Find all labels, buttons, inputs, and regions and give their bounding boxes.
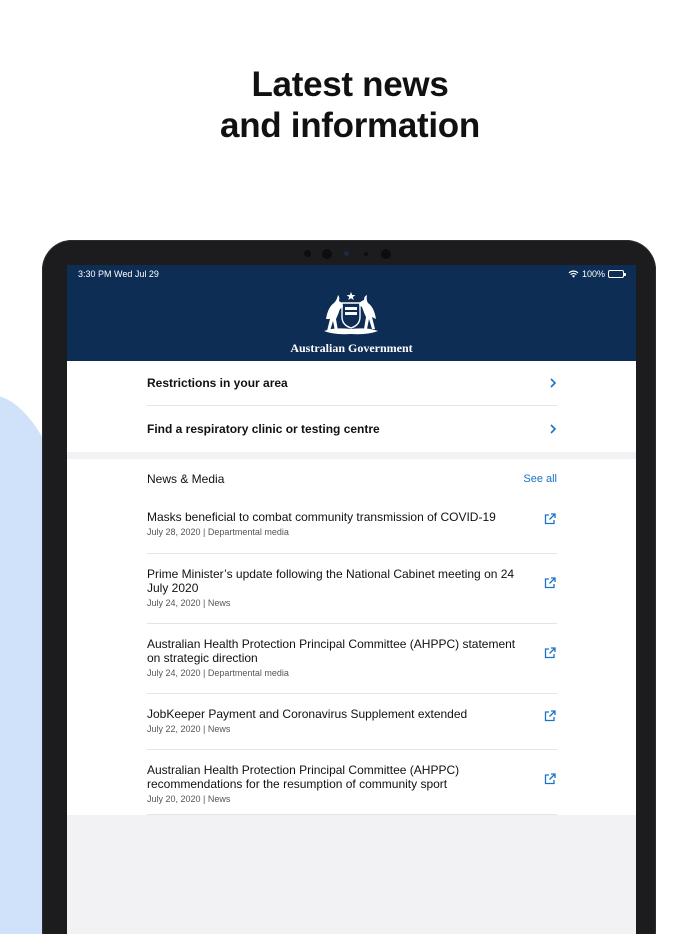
- news-item[interactable]: [147, 554, 557, 624]
- ipad-frame: [42, 240, 656, 934]
- see-all-link[interactable]: See all: [523, 473, 557, 485]
- app-header: [67, 265, 636, 361]
- news-item-meta: July 24, 2020 | Departmental media: [147, 668, 289, 678]
- government-title: Australian Government: [290, 341, 413, 355]
- quick-links: [67, 361, 636, 452]
- app-screen: [67, 265, 636, 934]
- sensor-dot: [322, 249, 332, 259]
- coat-of-arms-icon: [316, 289, 386, 339]
- news-item-meta: July 22, 2020 | News: [147, 724, 231, 734]
- external-link-icon: [543, 512, 557, 526]
- news-header: [147, 459, 557, 499]
- battery-percent: 100%: [581, 269, 605, 279]
- news-item-title: Prime Minister’s update following the National Cabinet meeting on 24 July 2020: [147, 567, 515, 595]
- find-clinic-link-label: Find a respiratory clinic or testing centre: [147, 421, 380, 436]
- find-clinic-link[interactable]: [147, 406, 557, 451]
- news-item[interactable]: [147, 624, 557, 694]
- restrictions-link-label: Restrictions in your area: [147, 376, 288, 390]
- news-media-section: [67, 459, 636, 815]
- external-link-icon: [543, 576, 557, 590]
- page-headline: [0, 64, 700, 146]
- news-item[interactable]: [147, 694, 557, 750]
- restrictions-link[interactable]: [147, 361, 557, 406]
- headline-line-2: and information: [220, 106, 480, 145]
- news-item-meta: July 28, 2020 | Departmental media: [147, 527, 289, 537]
- news-item-title: Australian Health Protection Principal Committee (AHPPC) recommendations for the resumption of community sport: [147, 763, 460, 791]
- external-link-icon: [543, 646, 557, 660]
- news-item-meta: July 20, 2020 | News: [147, 794, 231, 804]
- sensor-dot: [381, 249, 391, 259]
- wifi-icon: [568, 270, 579, 278]
- news-item-title: Australian Health Protection Principal Committee (AHPPC) statement on strategic direction: [147, 637, 516, 665]
- news-item-title: JobKeeper Payment and Coronavirus Supplement extended: [147, 707, 468, 721]
- camera-lens: [344, 251, 349, 256]
- status-indicators: [568, 269, 624, 279]
- chevron-right-icon: [549, 424, 557, 434]
- battery-icon: [608, 270, 624, 278]
- news-item-meta: July 24, 2020 | News: [147, 598, 231, 608]
- external-link-icon: [543, 709, 557, 723]
- status-time-date: 3:30 PM Wed Jul 29: [78, 269, 159, 279]
- sensor-dot: [304, 250, 311, 257]
- news-item-title: Masks beneficial to combat community transmission of COVID-19: [147, 510, 496, 524]
- news-item[interactable]: [147, 750, 557, 815]
- news-section-title: News & Media: [147, 472, 225, 486]
- chevron-right-icon: [549, 378, 557, 388]
- sensor-dot: [364, 252, 368, 256]
- external-link-icon: [543, 772, 557, 786]
- headline-line-1: Latest news: [251, 65, 449, 104]
- news-item[interactable]: [147, 499, 557, 554]
